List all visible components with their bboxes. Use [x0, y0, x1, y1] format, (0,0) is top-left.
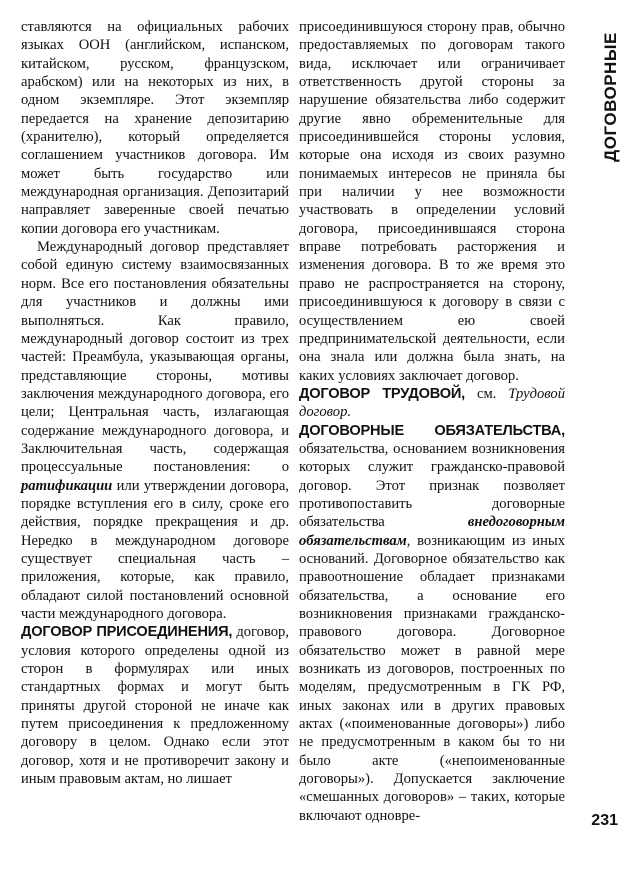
entry-contractual-obligations: [299, 422, 565, 826]
running-header: [600, 22, 622, 172]
left-column: [21, 18, 289, 788]
entry-see-also: см.: [465, 385, 509, 402]
cross-reference: Трудовой договор.: [299, 385, 565, 421]
entry-headword: ДОГОВОР ПРИСОЕДИНЕНИЯ,: [21, 624, 233, 641]
international-treaty-paragraph: [21, 238, 289, 623]
right-column: [299, 18, 565, 825]
entry-headword: ДОГОВОР ТРУДОВОЙ,: [299, 385, 466, 402]
entry-definition: , возникающим из иных оснований. Договорное обязательство как правоотношение обладает признаками обязательства, а основание его возникновения признаками гражданско-правового договора. Договорное обязательство может в равной мере возникать из договоров, построенных по моделям, предусмотренным в ГК РФ, иных законах или в других правовых актах («поименованные договоры») либо не предусмотренным в каком бы то ни было акте («непоименованные договоры»). Допускается заключение «смешанных договоров» – таких, которые включают одновре-: [299, 532, 565, 824]
page-number: 231: [591, 812, 618, 829]
entry-accession-contract: [21, 623, 289, 788]
entry-continuation-paragraph: присоединившуюся сторону прав, обычно предоставляемых по договорам такого вида, исключает или ограничивает ответственность другой стороны за нарушение обязательства либо содержит другие явно обременительные для присоединившейся стороны условия, которые она исходя из своих разумно понимаемых интересов не приняла бы при наличии у нее возможности участвовать в определении условий договора, присоединившаяся сторона вправе потребовать расторжения и изменения договора. В то же время это право не распространяется на сторону, присоединившуюся к договору в связи с осуществлением ею своей предпринимательской деятельности, если она знала или должна была знать, на каких условиях заключает договор.: [299, 19, 565, 384]
entry-continuation-paragraph: ставляются на официальных рабочих языках ООН (английском, испанском, китайском, русском, французском, арабском) или на некоторых из них, в одном экземпляре. Этот экземпляр передается на хранение депозитарию (хранителю), который определяется соглашением участников договора. Им может быть государство или международная организация. Депозитарий направляет заверенные своей печатью копии договора его участникам.: [21, 19, 289, 237]
paragraph-text: Международный договор представляет собой единую систему взаимосвязанных норм. Все его постановления обязательны для участников и должны ими выполняться. Как правило, международный договор состоит из трех частей: Преамбула, указывающая органы, представляющие стороны, мотивы заключения международного договора, его цели; Центральная часть, излагающая содержание международного договора, и Заключительная часть, содержащая процессуальные постановления: о: [21, 239, 289, 476]
ratification-reference: ратификации: [21, 477, 113, 494]
paragraph-text: или утверждении договора, порядке вступления его в силу, сроке его действия, порядке прекращения и др. Нередко в международном договоре существует специальная часть – приложения, которые, как правило, обладают силой постановлений основной части международного договора.: [21, 477, 289, 622]
entry-definition: договор, условия которого определены одной из сторон в формулярах или иных стандартных формах и могут быть приняты другой стороной не иначе как путем присоединения к предложенному договору в целом. Однако если этот договор, хотя и не противоречит закону и иным правовым актам, но лишает: [21, 624, 289, 788]
cross-reference: внедоговорным обязательствам: [299, 514, 565, 549]
entry-definition: обязательства, основанием возникновения которых служит гражданско-правовой договор. Этот признак позволяет противопоставить договорные обязательства: [299, 440, 565, 531]
running-header-text: ДОГОВОРНЫЕ: [601, 32, 620, 162]
entry-headword: ДОГОВОРНЫЕ ОБЯЗАТЕЛЬСТВА,: [299, 422, 565, 439]
entry-labor-contract: [299, 385, 565, 422]
